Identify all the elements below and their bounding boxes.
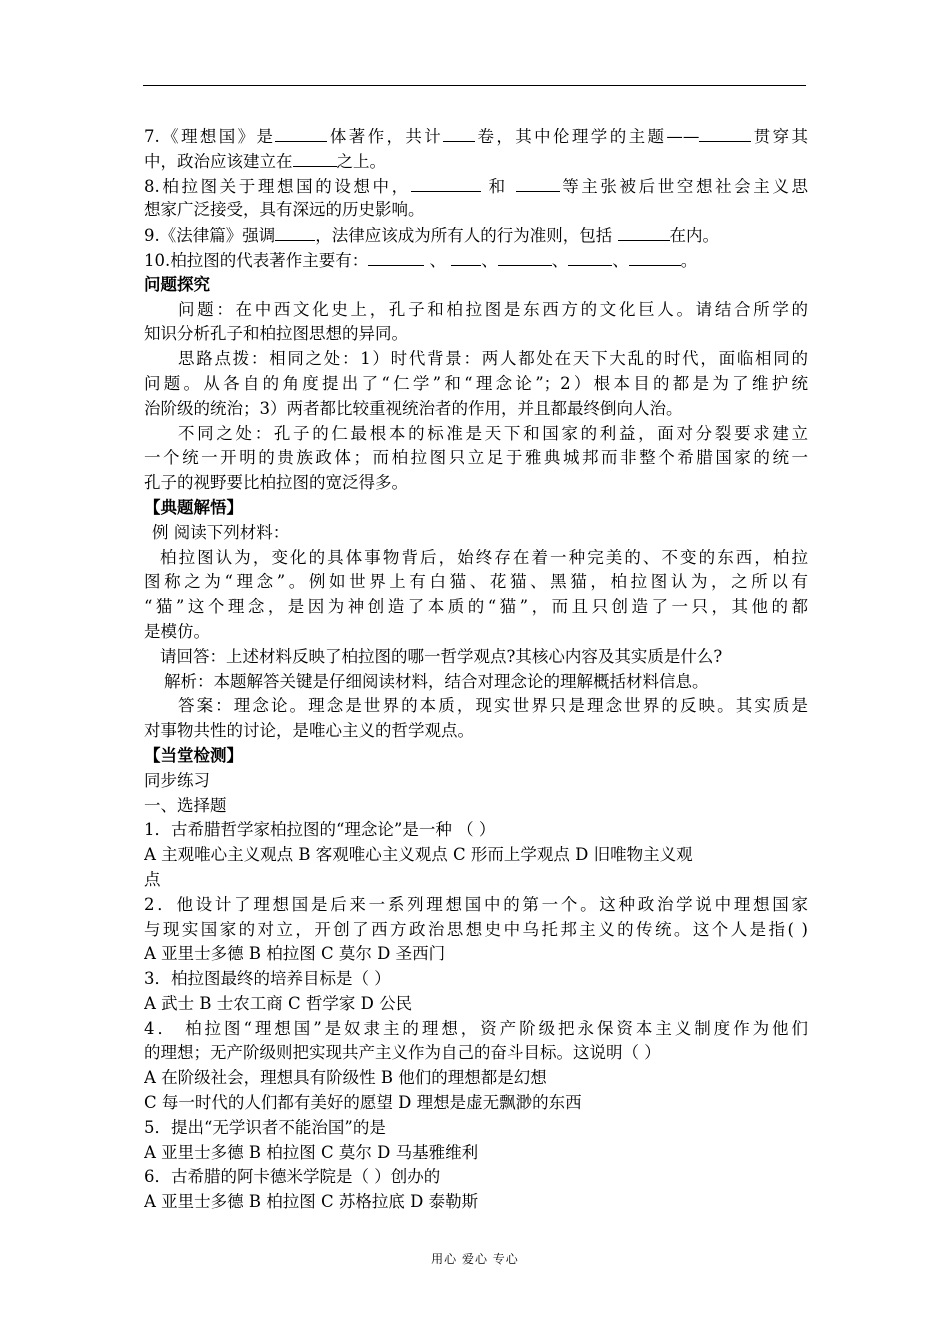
inquiry-question-line: 知识分析孔子和柏拉图思想的异同。: [144, 324, 408, 344]
blank: [618, 223, 670, 241]
section-heading-inquiry: 问题探究: [144, 274, 210, 294]
blank: [443, 124, 475, 142]
test-subheading: 一、选择题: [144, 795, 227, 815]
test-line: 6．古希腊的阿卡德米学院是（ ）创办的: [144, 1167, 441, 1187]
example-ask: 请回答：上述材料反映了柏拉图的哪一哲学观点?其核心内容及其实质是什么?: [160, 646, 723, 666]
inquiry-question-line: 问题：在中西文化史上，孔子和柏拉图是东西方的文化巨人。请结合所学的: [178, 299, 808, 319]
test-line: A 武士 B 士农工商 C 哲学家 D 公民: [144, 993, 413, 1013]
test-line: A 在阶级社会，理想具有阶级性 B 他们的理想都是幻想: [144, 1068, 547, 1088]
test-line: 3．柏拉图最终的培养目标是（ ）: [144, 969, 391, 989]
blank: [498, 248, 552, 266]
test-line: 1．古希腊哲学家柏拉图的“理念论”是一种 （ ）: [144, 820, 496, 840]
blank: [368, 248, 424, 266]
example-material-line: 是模仿。: [144, 621, 210, 641]
question-8-line-1: 8.柏拉图关于理想国的设想中， 和 等主张被后世空想社会主义思: [144, 174, 808, 199]
blank: [699, 124, 751, 142]
test-line: 2．他设计了理想国是后来一系列理想国中的第一个。这种政治学说中理想国家: [144, 894, 808, 914]
test-line: A 亚里士多德 B 柏拉图 C 苏格拉底 D 泰勒斯: [144, 1192, 479, 1212]
inquiry-diff-line: 不同之处：孔子的仁最根本的标准是天下和国家的利益，面对分裂要求建立: [178, 423, 808, 443]
page-content: [144, 124, 808, 1215]
question-7-line-2: 中，政治应该建立在 之上。: [144, 149, 808, 174]
example-material-line: 柏拉图认为，变化的具体事物背后，始终存在着一种完美的、不变的东西，柏拉: [160, 547, 808, 567]
blank: [516, 174, 560, 192]
blank: [275, 124, 327, 142]
test-line: A 主观唯心主义观点 B 客观唯心主义观点 C 形而上学观点 D 旧唯物主义观: [144, 845, 693, 865]
question-7-line-1: 7.《理想国》是 体著作，共计 卷，其中伦理学的主题—— 贯穿其: [144, 124, 808, 149]
question-10: 10.柏拉图的代表著作主要有： 、 、 、 、 。: [144, 248, 808, 273]
blank: [293, 149, 337, 167]
section-heading-test: 【当堂检测】: [144, 745, 243, 765]
example-analysis: 解析：本题解答关键是仔细阅读材料，结合对理念论的理解概括材料信息。: [164, 671, 709, 691]
blank: [629, 248, 681, 266]
test-line: C 每一时代的人们都有美好的愿望 D 理想是虚无飘渺的东西: [144, 1093, 582, 1113]
example-answer-line: 对事物共性的讨论，是唯心主义的哲学观点。: [144, 721, 474, 741]
blank: [451, 248, 481, 266]
inquiry-hint-line: 问题。从各自的角度提出了“仁学”和“理念论”；2）根本目的都是为了维护统: [144, 373, 808, 393]
inquiry-diff-line: 一个统一开明的贵族政体；而柏拉图只立足于雅典城邦而非整个希腊国家的统一: [144, 448, 808, 468]
test-line: 4． 柏拉图“理想国”是奴隶主的理想，资产阶级把永保资本主义制度作为他们: [144, 1018, 808, 1038]
example-answer-line: 答案：理念论。理念是世界的本质，现实世界只是理念世界的反映。其实质是: [178, 696, 808, 716]
section-heading-example: 【典题解悟】: [144, 497, 243, 517]
inquiry-hint-line: 治阶级的统治；3）两者都比较重视统治者的作用，并且都最终倒向人治。: [144, 398, 683, 418]
example-material-line: 图称之为“理念”。例如世界上有白猫、花猫、黑猫，柏拉图认为，之所以有: [144, 572, 808, 592]
page-footer: 用心 爱心 专心: [431, 1252, 519, 1266]
inquiry-diff-line: 孔子的视野要比柏拉图的宽泛得多。: [144, 473, 408, 493]
blank: [275, 223, 315, 241]
test-subheading: 同步练习: [144, 770, 210, 790]
test-line: 与现实国家的对立，开创了西方政治思想史中乌托邦主义的传统。这个人是指( ): [144, 919, 808, 939]
question-8-line-2: 想家广泛接受，具有深远的历史影响。: [144, 200, 425, 220]
question-9: 9.《法律篇》强调 ，法律应该成为所有人的行为准则，包括 在内。: [144, 223, 808, 248]
test-line: 5．提出“无学识者不能治国”的是: [144, 1117, 386, 1137]
example-intro: 例 阅读下列材料：: [152, 522, 290, 542]
test-line: A 亚里士多德 B 柏拉图 C 莫尔 D 圣西门: [144, 944, 446, 964]
header-rule: [143, 85, 806, 86]
inquiry-hint-line: 思路点拨：相同之处：1）时代背景：两人都处在天下大乱的时代，面临相同的: [178, 349, 808, 369]
test-line: A 亚里士多德 B 柏拉图 C 莫尔 D 马基雅维利: [144, 1142, 479, 1162]
test-line: 点: [144, 869, 161, 889]
test-line: 的理想；无产阶级则把实现共产主义作为自己的奋斗目标。这说明（ ）: [144, 1043, 661, 1063]
blank: [568, 248, 612, 266]
blank: [411, 174, 481, 192]
example-material-line: “猫”这个理念，是因为神创造了本质的“猫”，而且只创造了一只，其他的都: [144, 597, 808, 617]
